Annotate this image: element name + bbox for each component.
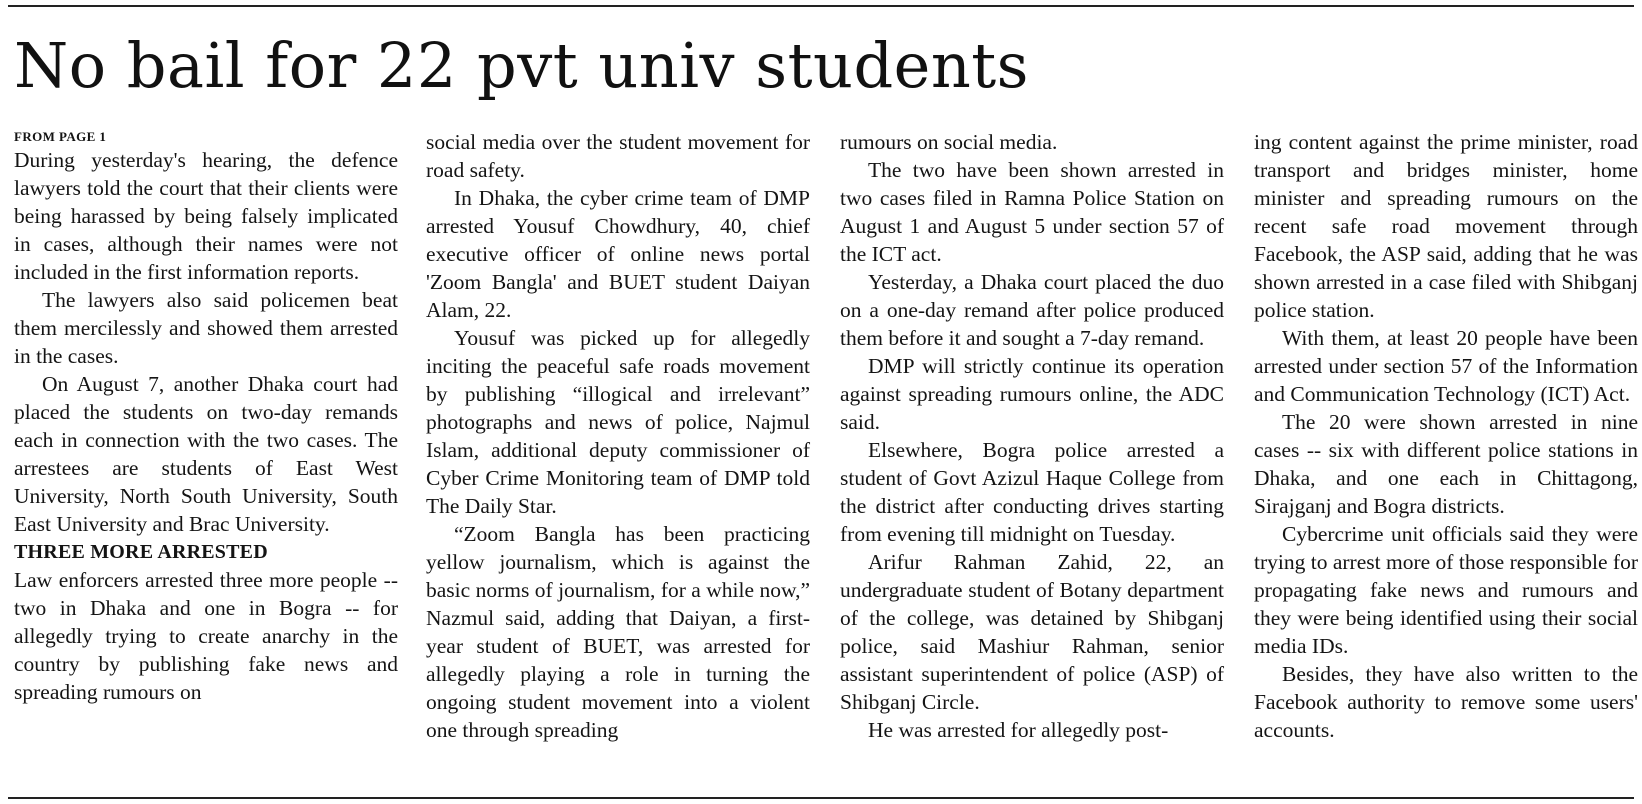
paragraph: Law enforcers arrested three more people -- two in Dhaka and one in Bogra -- for allegedly trying to create anarchy in the country by publishing fake news and spreading rumours on [14,568,398,704]
paragraph: The lawyers also said policemen beat them mercilessly and showed them arrested in the cases. [14,288,398,368]
article-columns [14,128,1638,790]
paragraph: On August 7, another Dhaka court had placed the students on two-day remands each in connection with the two cases. The arrestees are students of East West University, North South University, South East University and Brac University. [14,372,398,536]
column-4 [1254,128,1638,744]
paragraph: Elsewhere, Bogra police arrested a student of Govt Azizul Haque College from the district after conducting drives starting from evening till midnight on Tuesday. [840,438,1224,546]
paragraph: DMP will strictly continue its operation against spreading rumours online, the ADC said. [840,354,1224,434]
paragraph: The 20 were shown arrested in nine cases -- six with different police stations in Dhaka, and one each in Chittagong, Sirajganj and Bogra districts. [1254,410,1638,518]
paragraph: ing content against the prime minister, road transport and bridges minister, home minister and spreading rumours on the recent safe road movement through Facebook, the ASP said, adding that he was shown arrested in a case filed with Shibganj police station. [1254,130,1638,322]
paragraph: Arifur Rahman Zahid, 22, an undergraduate student of Botany department of the college, was detained by Shibganj police, said Mashiur Rahman, senior assistant superintendent of police (ASP) of Shibganj Circle. [840,550,1224,714]
paragraph: rumours on social media. [840,130,1058,154]
column-1 [14,128,398,706]
bottom-rule [8,797,1634,799]
paragraph: Yousuf was picked up for allegedly inciting the peaceful safe roads movement by publishing “illogical and irrelevant” photographs and news of police, Najmul Islam, additional deputy commissioner of Cyber Crime Monitoring team of DMP told The Daily Star. [426,326,810,518]
paragraph: “Zoom Bangla has been practicing yellow journalism, which is against the basic norms of journalism, for a while now,” Nazmul said, adding that Daiyan, a first-year student of BUET, was arrested for allegedly playing a role in turning the ongoing student movement into a violent one through spreading [426,522,810,742]
paragraph: During yesterday's hearing, the defence lawyers told the court that their clients were being harassed by being falsely implicated in cases, although their names were not included in the first information reports. [14,148,398,284]
paragraph: Cybercrime unit officials said they were trying to arrest more of those responsible for propagating fake news and rumours and they were being identified using their social media IDs. [1254,522,1638,658]
paragraph: social media over the student movement for road safety. [426,130,810,182]
paragraph: With them, at least 20 people have been arrested under section 57 of the Information and Communication Technology (ICT) Act. [1254,326,1638,406]
paragraph: Yesterday, a Dhaka court placed the duo on a one-day remand after police produced them before it and sought a 7-day remand. [840,270,1224,350]
paragraph: The two have been shown arrested in two cases filed in Ramna Police Station on August 1 and August 5 under section 57 of the ICT act. [840,158,1224,266]
kicker: FROM PAGE 1 [14,129,107,144]
paragraph: Besides, they have also written to the Facebook authority to remove some users' accounts. [1254,662,1638,742]
top-rule [8,5,1634,7]
paragraph: He was arrested for allegedly post- [868,718,1169,742]
paragraph: In Dhaka, the cyber crime team of DMP arrested Yousuf Chowdhury, 40, chief executive officer of online news portal 'Zoom Bangla' and BUET student Daiyan Alam, 22. [426,186,810,322]
subheading: THREE MORE ARRESTED [14,541,268,563]
column-2 [426,128,810,744]
headline: No bail for 22 pvt univ students [14,29,1029,102]
column-3 [840,128,1224,744]
